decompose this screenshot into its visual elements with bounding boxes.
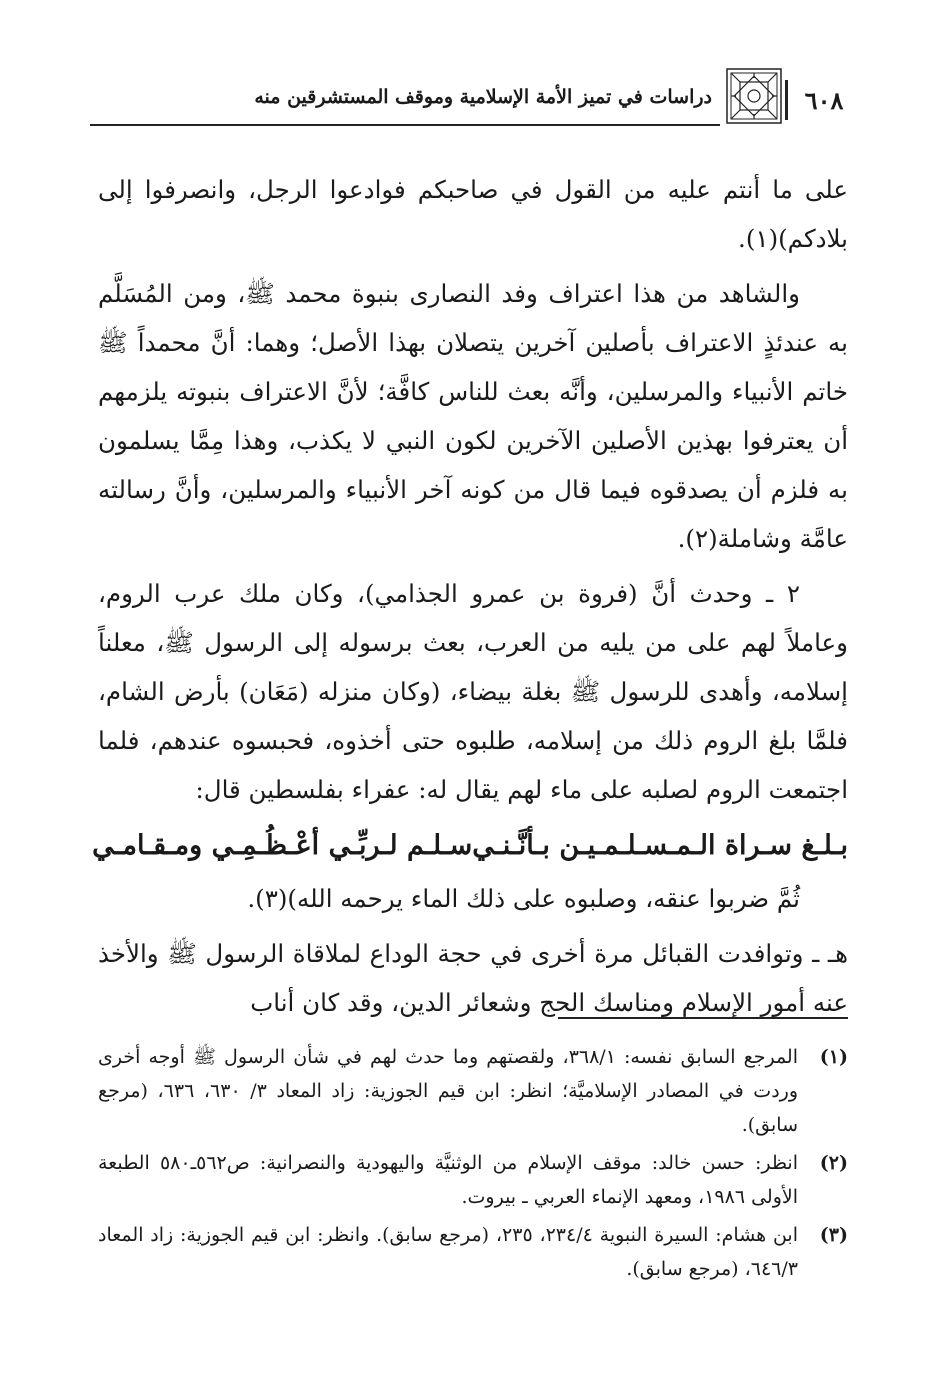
footnote-text: انظر: حسن خالد: موقف الإسلام من الوثنيَّة واليهودية والنصرانية: ص٥٦٢ـ٥٨٠ الطبعة الأولى ١٩٨٦، ومعهد الإنماء العربي ـ بيروت. bbox=[98, 1152, 799, 1208]
verse-second-hemistich: سـلـم لـربِّـي أعْـظُـمِـي ومـقـامـي bbox=[92, 830, 473, 861]
footnote-3 bbox=[98, 1218, 848, 1286]
paragraph-3: ٢ ـ وحدث أنَّ (فروة بن عمرو الجذامي)، وكان ملك عرب الروم، وعاملاً لهم على من يليه من العرب، بعث برسوله إلى الرسول ﷺ، معلناً إسلامه، وأهدى للرسول ﷺ بغلة بيضاء، (وكان منزله (مَعَان) بأرض الشام، فلمَّا بلغ الروم ذلك من إسلامه، طلبوه حتى أخذوه، فحبسوه عندهم، فلما اجتمعت الروم لصلبه على ماء لهم يقال له: عفراء بفلسطين قال: bbox=[98, 579, 848, 804]
ornament-icon bbox=[726, 68, 782, 124]
footnote-number: (٣) bbox=[819, 1224, 848, 1246]
footnotes bbox=[98, 1040, 848, 1290]
header-rule bbox=[90, 124, 720, 126]
paragraph-1: على ما أنتم عليه من القول في صاحبكم فوادعوا الرجل، وانصرفوا إلى بلادكم)(١). bbox=[98, 175, 848, 253]
footnote-text: المرجع السابق نفسه: ٣٦٨/١، ولقصتهم وما حدث لهم في شأن الرسول ﷺ أوجه أخرى وردت في المصادر الإسلاميَّة؛ انظر: ابن قيم الجوزية: زاد المعاد ٣/ ٦٣٠، ٦٣٦، (مرجع سابق). bbox=[98, 1046, 799, 1136]
footnote-2 bbox=[98, 1146, 848, 1214]
paragraph-after-verse: ثُمَّ ضربوا عنقه، وصلبوه على ذلك الماء يرحمه الله)(٣). bbox=[247, 884, 800, 913]
footnote-text: ابن هشام: السيرة النبوية ٢٣٤/٤، ٢٣٥، (مرجع سابق). وانظر: ابن قيم الجوزية: زاد المعاد ٦٤٦/٣، (مرجع سابق). bbox=[98, 1224, 798, 1280]
paragraph-4: هـ ـ وتوافدت القبائل مرة أخرى في حجة الوداع لملاقاة الرسول ﷺ والأخذ عنه أمور الإسلام ومناسك الحج وشعائر الدين، وقد كان أناب bbox=[98, 939, 848, 1017]
paragraph-2: والشاهد من هذا اعتراف وفد النصارى بنبوة محمد ﷺ، ومن المُسَلَّم به عندئذٍ الاعتراف بأصلين آخرين يتصلان بهذا الأصل؛ وهما: أنَّ محمداً ﷺ خاتم الأنبياء والمرسلين، وأنَّه بعث للناس كافَّة؛ لأنَّ الاعتراف بنبوته يلزمهم أن يعترفوا بهذين الأصلين الآخرين لكون النبي لا يكذب، وهذا مِمَّا يسلمون به فلزم أن يصدقوه فيما قال من كونه آخر الأنبياء والمرسلين، وأنَّ رسالته عامَّة وشاملة(٢). bbox=[98, 279, 848, 553]
footnote-number: (٢) bbox=[819, 1152, 848, 1174]
page-number: ٦٠٨ bbox=[785, 80, 860, 120]
footnote-separator bbox=[558, 1017, 848, 1019]
main-text bbox=[92, 165, 848, 1033]
footnote-1 bbox=[98, 1040, 848, 1142]
page-header bbox=[90, 66, 860, 132]
running-header-title: دراسات في تميز الأمة الإسلامية وموقف المستشرقين منه bbox=[254, 86, 712, 108]
verse-first-hemistich: بـلـغ سـراة الـمـسـلـمـيـن بـأنَّـنـي bbox=[472, 830, 848, 861]
footnote-number: (١) bbox=[819, 1046, 848, 1068]
poetry-verse bbox=[92, 820, 848, 872]
